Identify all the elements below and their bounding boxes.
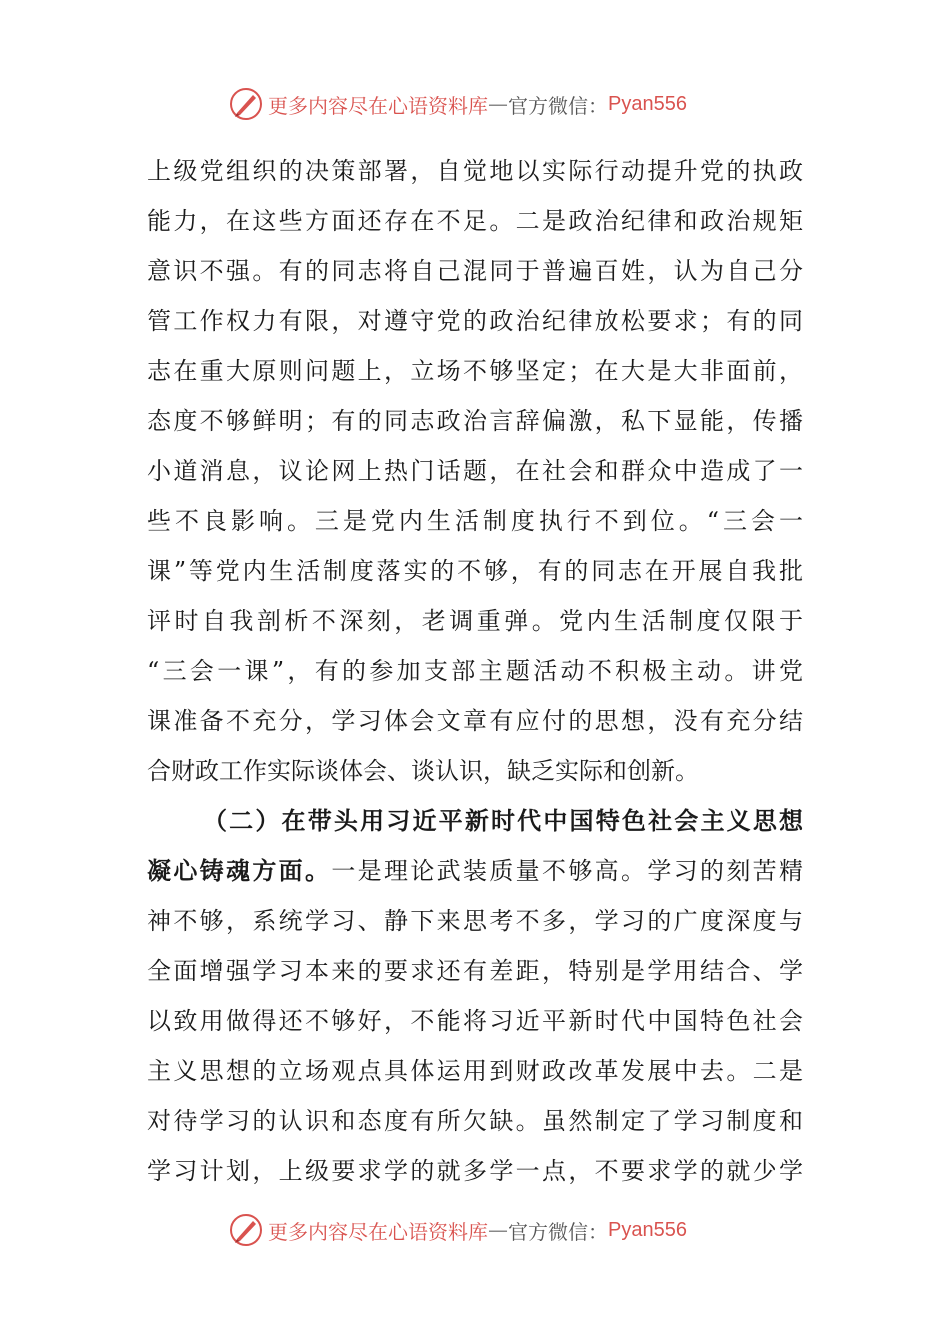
text-line: 主义思想的立场观点具体运用到财政改革发展中去。二是 — [147, 1057, 803, 1085]
text-line: 能力，在这些方面还存在不足。二是政治纪律和政治规矩 — [147, 207, 803, 235]
text-line: 全面增强学习本来的要求还有差距，特别是学用结合、学 — [147, 957, 803, 985]
text-line — [147, 846, 803, 896]
text-line: 学习计划，上级要求学的就多学一点，不要求学的就少学 — [147, 1157, 803, 1185]
text-line: 上级党组织的决策部署，自觉地以实际行动提升党的执政 — [147, 157, 803, 185]
text-line: 志在重大原则问题上，立场不够坚定；在大是大非面前， — [147, 357, 803, 385]
text-line: 管工作权力有限，对遵守党的政治纪律放松要求；有的同 — [147, 307, 803, 335]
text-line: 课准备不充分，学习体会文章有应付的思想，没有充分结 — [147, 707, 803, 735]
text-line: 课”等党内生活制度落实的不够，有的同志在开展自我批 — [147, 557, 803, 585]
text-line: 以致用做得还不够好，不能将习近平新时代中国特色社会 — [147, 1007, 803, 1035]
header-banner — [228, 84, 728, 124]
text-span: 一是理论武装质量不够高。学习的刻苦精 — [331, 857, 803, 885]
section-heading-end: 凝心铸魂方面。 — [147, 857, 332, 885]
text-line: 合财政工作实际谈体会、谈认识，缺乏实际和创新。 — [147, 757, 699, 785]
footer-banner — [228, 1210, 728, 1250]
quill-logo-icon — [228, 86, 264, 122]
text-line: 意识不强。有的同志将自己混同于普遍百姓，认为自己分 — [147, 257, 803, 285]
section-heading: （二）在带头用习近平新时代中国特色社会主义思想 — [203, 807, 803, 835]
text-line: 评时自我剖析不深刻，老调重弹。党内生活制度仅限于 — [147, 607, 803, 635]
banner-brand-text: 更多内容尽在心语资料库 — [268, 1219, 488, 1244]
quill-logo-icon — [228, 1212, 264, 1248]
text-line: 些不良影响。三是党内生活制度执行不到位。“三会一 — [147, 507, 803, 535]
banner-wechat-id: Pyan556 — [608, 92, 687, 115]
banner-dash: — — [488, 1218, 508, 1242]
text-line: 态度不够鲜明；有的同志政治言辞偏激，私下显能，传播 — [147, 407, 803, 435]
banner-official-label: 官方微信： — [508, 93, 608, 118]
text-line: 小道消息，议论网上热门话题，在社会和群众中造成了一 — [147, 457, 803, 485]
banner-brand-text: 更多内容尽在心语资料库 — [268, 93, 488, 118]
document-body — [147, 146, 803, 1196]
banner-official-label: 官方微信： — [508, 1219, 608, 1244]
banner-wechat-id: Pyan556 — [608, 1218, 687, 1241]
text-line: “三会一课”，有的参加支部主题活动不积极主动。讲党 — [147, 657, 803, 685]
banner-dash: — — [488, 92, 508, 116]
text-line: 对待学习的认识和态度有所欠缺。虽然制定了学习制度和 — [147, 1107, 803, 1135]
text-line: 神不够，系统学习、静下来思考不多，学习的广度深度与 — [147, 907, 803, 935]
